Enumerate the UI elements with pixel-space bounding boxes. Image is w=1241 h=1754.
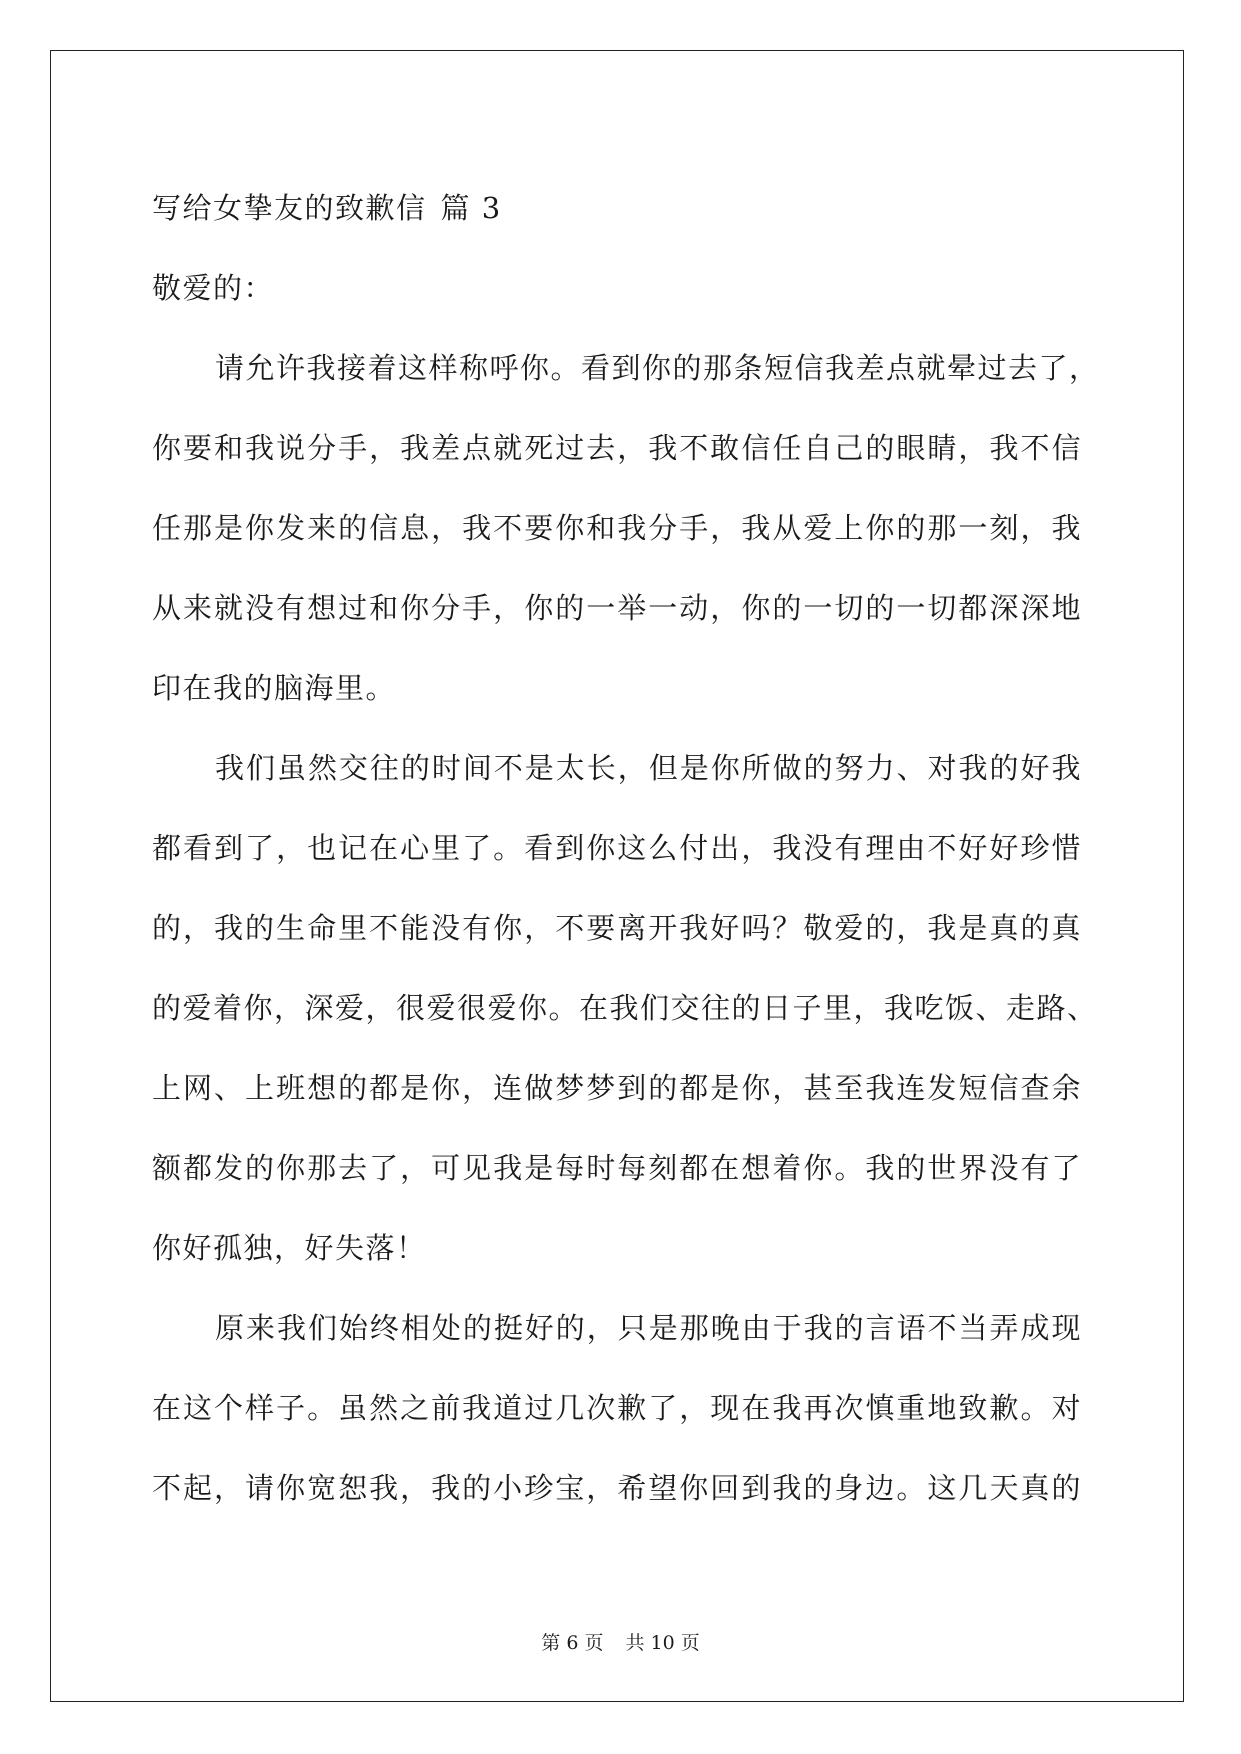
text-line: 上网、上班想的都是你，连做梦梦到的都是你，甚至我连发短信查余 xyxy=(152,1071,1082,1105)
page-number: 第 6 页 xyxy=(541,1632,604,1654)
text-line: 你好孤独，好失落！ xyxy=(152,1231,427,1265)
title-text: 写给女挚友的致歉信 xyxy=(152,191,427,225)
text-line: 请允许我接着这样称呼你。看到你的那条短信我差点就晕过去了， xyxy=(215,351,1100,385)
text-line: 你要和我说分手，我差点就死过去，我不敢信任自己的眼睛，我不信 xyxy=(152,431,1082,465)
text-line: 我们虽然交往的时间不是太长，但是你所做的努力、对我的好我 xyxy=(215,751,1082,785)
text-line: 都看到了，也记在心里了。看到你这么付出，我没有理由不好好珍惜 xyxy=(152,831,1082,865)
text-line: 不起，请你宽恕我，我的小珍宝，希望你回到我的身边。这几天真的 xyxy=(152,1471,1082,1505)
text-line: 的，我的生命里不能没有你，不要离开我好吗？敬爱的，我是真的真 xyxy=(152,911,1082,945)
letter-paragraphs xyxy=(152,328,1100,1528)
text-line: 从来就没有想过和你分手，你的一举一动，你的一切的一切都深深地 xyxy=(152,591,1082,625)
text-line: 印在我的脑海里。 xyxy=(152,671,397,705)
document-title xyxy=(152,168,1082,248)
text-line: 原来我们始终相处的挺好的，只是那晚由于我的言语不当弄成现 xyxy=(215,1311,1082,1345)
text-line: 额都发的你那去了，可见我是每时每刻都在想着你。我的世界没有了 xyxy=(152,1151,1082,1185)
text-line: 任那是你发来的信息，我不要你和我分手，我从爱上你的那一刻，我 xyxy=(152,511,1082,545)
document-body xyxy=(152,168,1100,1528)
title-suffix: 篇 3 xyxy=(440,191,502,225)
page-total: 共 10 页 xyxy=(625,1632,700,1654)
text-line: 的爱着你，深爱，很爱很爱你。在我们交往的日子里，我吃饭、走路、 xyxy=(152,991,1098,1025)
text-line: 在这个样子。虽然之前我道过几次歉了，现在我再次慎重地致歉。对 xyxy=(152,1391,1082,1425)
page-footer xyxy=(0,1628,1241,1655)
salutation: 敬爱的： xyxy=(152,271,275,305)
